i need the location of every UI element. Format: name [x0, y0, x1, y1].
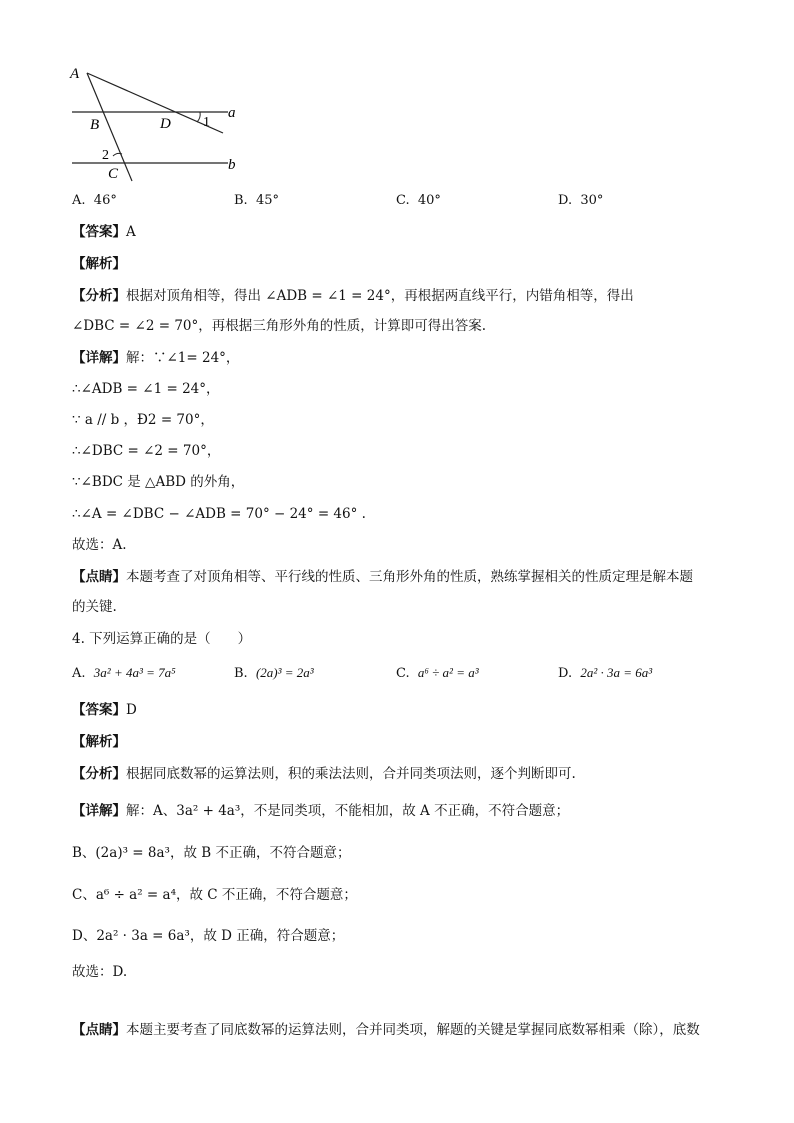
- jiexi-tag: 【解析】: [72, 734, 126, 750]
- step-text: 解：A、3a² + 4a³，不是同类项，不能相加，故 A 不正确，不符合题意；: [126, 803, 570, 819]
- q4-option-b[interactable]: [234, 665, 314, 681]
- option-letter: B.: [234, 193, 248, 208]
- q3-fenxi-cont: ∠DBC = ∠2 = 70°，再根据三角形外角的性质，计算即可得出答案.: [72, 318, 487, 334]
- option-letter: D.: [558, 666, 573, 681]
- q3-dianjing-cont: 的关键.: [72, 599, 117, 615]
- fenxi-text: 根据对顶角相等，得出 ∠ADB = ∠1 = 24°，再根据两直线平行，内错角相等，得出: [126, 288, 634, 304]
- option-letter: A.: [72, 666, 86, 681]
- option-text: 3a² + 4a³ = 7a⁵: [93, 665, 176, 680]
- option-letter: C.: [396, 193, 410, 208]
- q4-stem: 4. 下列运算正确的是（ ）: [72, 631, 252, 647]
- q3-conclusion: 故选：A.: [72, 537, 127, 553]
- option-letter: C.: [396, 666, 410, 681]
- q4-dianjing: [72, 1020, 700, 1040]
- option-text: 45°: [255, 193, 279, 208]
- jiexi-tag: 【解析】: [72, 256, 126, 272]
- option-text: 40°: [417, 193, 441, 208]
- xiangjie-tag: 【详解】: [72, 350, 126, 366]
- label-C: C: [108, 166, 119, 182]
- q3-option-d[interactable]: [558, 193, 603, 208]
- q4-option-c[interactable]: [396, 665, 479, 681]
- q3-option-a[interactable]: [72, 193, 117, 208]
- geometry-figure: [60, 60, 260, 185]
- q4-step-c: C、a⁶ ÷ a² = a⁴，故 C 不正确，不符合题意；: [72, 887, 357, 903]
- xiangjie-tag: 【详解】: [72, 803, 126, 819]
- q3-step-3: ∵ a // b ，Ð2 = 70°，: [72, 412, 214, 428]
- option-letter: D.: [558, 193, 573, 208]
- option-text: 46°: [93, 193, 117, 208]
- answer-value: A: [126, 224, 136, 240]
- option-letter: A.: [72, 193, 86, 208]
- q3-answer: [72, 222, 136, 242]
- label-B: B: [90, 117, 100, 133]
- label-A: A: [70, 66, 80, 82]
- q4-jiexi-tag: [72, 732, 126, 752]
- q4-fenxi: [72, 764, 576, 784]
- fenxi-tag: 【分析】: [72, 288, 126, 304]
- fenxi-tag: 【分析】: [72, 766, 126, 782]
- dianjing-text: 本题考查了对顶角相等、平行线的性质、三角形外角的性质，熟练掌握相关的性质定理是解本题: [126, 569, 693, 585]
- q4-option-a[interactable]: [72, 665, 176, 681]
- fenxi-text: 根据同底数幂的运算法则，积的乘法法则，合并同类项法则，逐个判断即可.: [126, 766, 576, 782]
- label-b: b: [228, 157, 236, 173]
- q3-jiexi-tag: [72, 254, 126, 274]
- q4-xiangjie: [72, 801, 569, 821]
- option-text: (2a)³ = 2a³: [255, 665, 314, 680]
- answer-tag: 【答案】: [72, 702, 126, 718]
- q3-fenxi: [72, 286, 634, 306]
- q4-option-d[interactable]: [558, 665, 652, 681]
- q3-step-6: ∴∠A = ∠DBC − ∠ADB = 70° − 24° = 46° .: [72, 506, 366, 522]
- q3-step-4: ∴∠DBC = ∠2 = 70°，: [72, 443, 221, 459]
- q4-answer: [72, 700, 137, 720]
- label-D: D: [160, 116, 171, 132]
- option-text: 2a² · 3a = 6a³: [580, 665, 653, 680]
- q4-step-d: D、2a² · 3a = 6a³，故 D 正确，符合题意；: [72, 928, 345, 944]
- label-a: a: [228, 105, 236, 121]
- label-2: 2: [102, 148, 109, 163]
- q3-option-b[interactable]: [234, 193, 279, 208]
- label-1: 1: [203, 115, 210, 130]
- option-text: 30°: [580, 193, 604, 208]
- q3-xiangjie: [72, 348, 239, 368]
- q3-option-c[interactable]: [396, 193, 441, 208]
- dianjing-tag: 【点睛】: [72, 569, 126, 585]
- q4-step-b: B、(2a)³ = 8a³，故 B 不正确，不符合题意；: [72, 845, 351, 861]
- q3-step-2: ∴∠ADB = ∠1 = 24°，: [72, 381, 220, 397]
- q3-step-5: ∵∠BDC 是 △ABD 的外角，: [72, 474, 245, 490]
- dianjing-text: 本题主要考查了同底数幂的运算法则，合并同类项，解题的关键是掌握同底数幂相乘（除），底数: [126, 1022, 700, 1038]
- answer-value: D: [126, 702, 137, 718]
- q4-conclusion: 故选：D.: [72, 964, 128, 980]
- step-text: 解：∵∠1= 24°，: [126, 350, 240, 366]
- angle-1-arc: [197, 112, 200, 122]
- q3-dianjing: [72, 567, 693, 587]
- dianjing-tag: 【点睛】: [72, 1022, 126, 1038]
- answer-tag: 【答案】: [72, 224, 126, 240]
- option-text: a⁶ ÷ a² = a³: [417, 665, 479, 680]
- option-letter: B.: [234, 666, 248, 681]
